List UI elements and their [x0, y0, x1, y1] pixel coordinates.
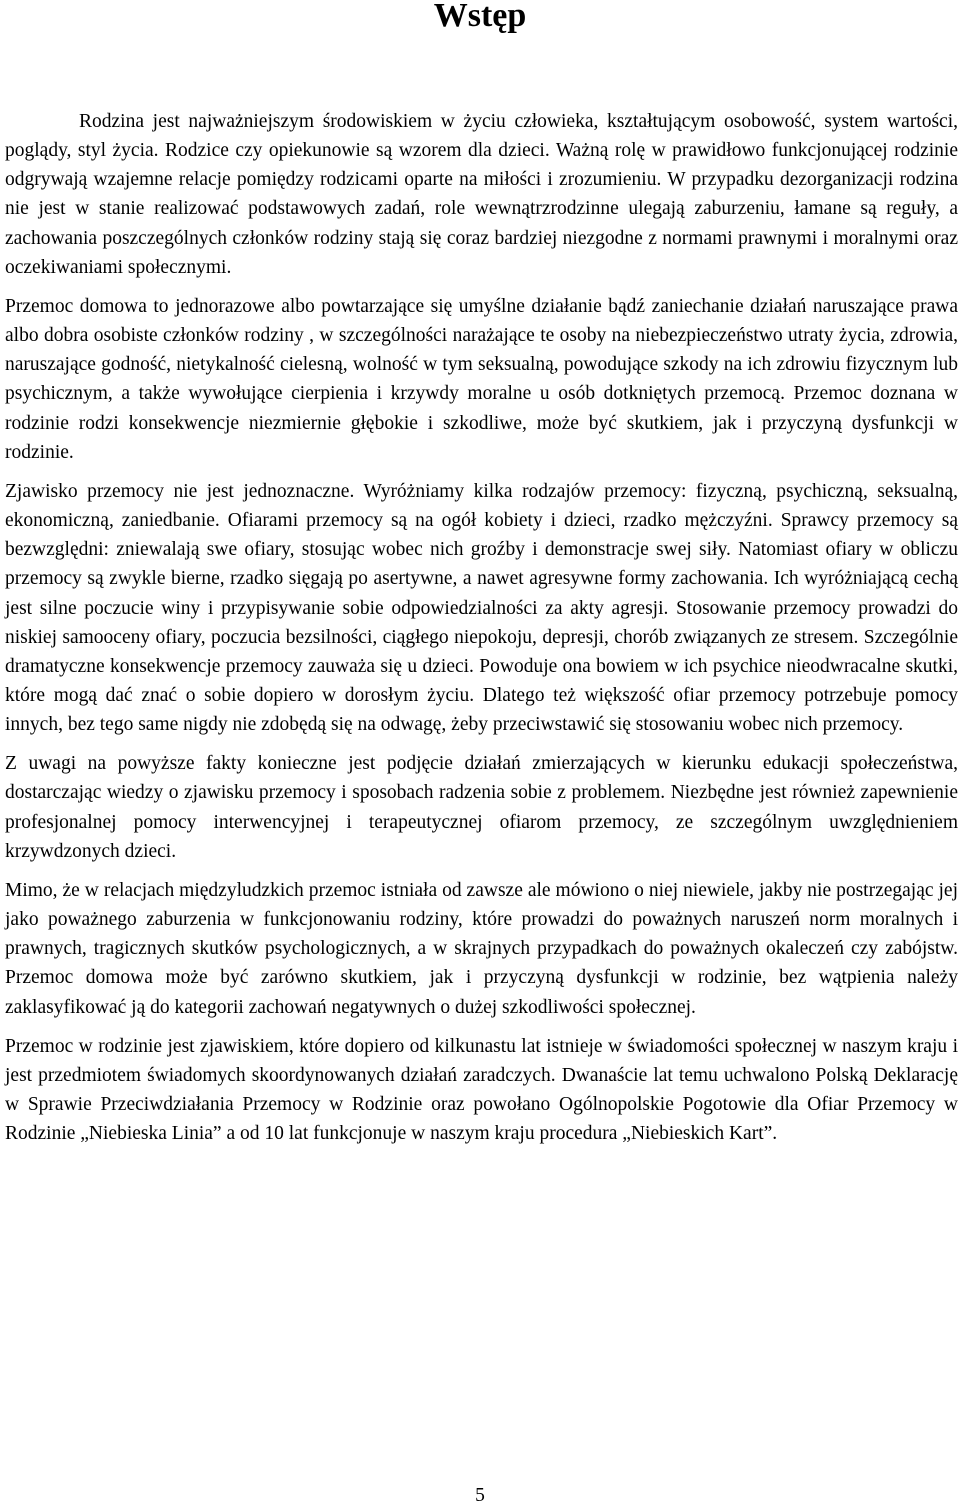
- paragraph-definition: Przemoc domowa to jednorazowe albo powtarzające się umyślne działanie bądź zaniechanie działań naruszające prawa albo dobra osobiste członków rodziny , w szczególności narażające te osoby na niebezpieczeństwo utraty życia, zdrowia, naruszające godność, nietykalność cielesną, wolność w tym seksualną, powodujące szkody na ich zdrowiu fizycznym lub psychicznym, a także wywołujące cierpienia i krzywdy moralne u osób dotkniętych przemocą. Przemoc doznana w rodzinie rodzi konsekwencje niezmiernie głębokie i szkodliwe, może być skutkiem, jak i przyczyną dysfunkcji w rodzinie.: [5, 295, 958, 463]
- paragraph-types: Zjawisko przemocy nie jest jednoznaczne. Wyróżniamy kilka rodzajów przemocy: fizyczną, psychiczną, seksualną, ekonomiczną, zaniedbanie. Ofiarami przemocy są na ogół kobiety i dzieci, rzadko mężczyźni. Sprawcy przemocy są bezwzględni: zniewalają swe ofiary, stosując wobec nich groźby i demonstracje swej siły. Natomiast ofiary w obliczu przemocy są zwykle bierne, rzadko sięgają po asertywne, a nawet agresywne formy zachowania. Ich wyróżniającą cechą jest silne poczucie winy i przypisywanie sobie odpowiedzialności za akty agresji. Stosowanie przemocy prowadzi do niskiej samooceny ofiary, poczucia bezsilności, ciągłego niepokoju, depresji, chorób związanych ze stresem. Szczególnie dramatyczne konsekwencje przemocy zauważa się u dzieci. Powoduje ona bowiem w ich psychice nieodwracalne skutki, które mogą dać znać o sobie dopiero w dorosłym życiu. Dlatego też większość ofiar przemocy potrzebuje pomocy innych, bez tego same nigdy nie zdobędą się na odwagę, żeby przeciwstawić się stosowaniu wobec nich przemocy.: [5, 480, 958, 736]
- paragraph-awareness: Przemoc w rodzinie jest zjawiskiem, które dopiero od kilkunastu lat istnieje w świadomości społecznej w naszym kraju i jest przedmiotem świadomych skoordynowanych działań zaradczych. Dwanaście lat temu uchwalono Polską Deklarację w Sprawie Przeciwdziałania Przemocy w Rodzinie oraz powołano Ogólnopolskie Pogotowie dla Ofiar Przemocy w Rodzinie „Niebieska Linia” a od 10 lat funkcjonuje w naszym kraju procedura „Niebieskich Kart”.: [5, 1035, 958, 1145]
- page-number: 5: [475, 1485, 485, 1506]
- page-title: Wstęp: [433, 0, 527, 34]
- paragraph-history: Mimo, że w relacjach międzyludzkich przemoc istniała od zawsze ale mówiono o niej niewiele, jakby nie postrzegając jej jako poważnego zaburzenia w funkcjonowaniu rodziny, które prowadzi do poważnych naruszeń norm moralnych i prawnych, tragicznych skutków psychologicznych, a w skrajnych przypadkach do poważnych okaleczeń czy zabójstw. Przemoc domowa może być zarówno skutkiem, jak i przyczyną dysfunkcji w rodzinie, bez wątpienia należy zaklasyfikować ją do kategorii zachowań negatywnych o dużej szkodliwości społecznej.: [5, 879, 958, 1018]
- body-text: [5, 107, 958, 1148]
- paragraph-education: Z uwagi na powyższe fakty konieczne jest podjęcie działań zmierzających w kierunku edukacji społeczeństwa, dostarczając wiedzy o zjawisku przemocy i sposobach radzenia sobie z problemem. Niezbędne jest również zapewnienie profesjonalnej pomocy interwencyjnej i terapeutycznej ofiarom przemocy, ze szczególnym uwzględnieniem krzywdzonych dzieci.: [5, 753, 958, 862]
- paragraph-intro: Rodzina jest najważniejszym środowiskiem w życiu człowieka, kształtującym osobowość, system wartości, poglądy, styl życia. Rodzice czy opiekunowie są wzorem dla dzieci. Ważną rolę w prawidłowo funkcjonującej rodzinie odgrywają wzajemne relacje pomiędzy rodzicami oparte na miłości i zrozumieniu. W przypadku dezorganizacji rodzina nie jest w stanie realizować podstawowych zadań, role wewnątrzrodzinne ulegają zaburzeniu, łamane są reguły, a zachowania poszczególnych członków rodziny stają się coraz bardziej niezgodne z normami prawnymi i moralnymi oraz oczekiwaniami społecznymi.: [5, 111, 958, 278]
